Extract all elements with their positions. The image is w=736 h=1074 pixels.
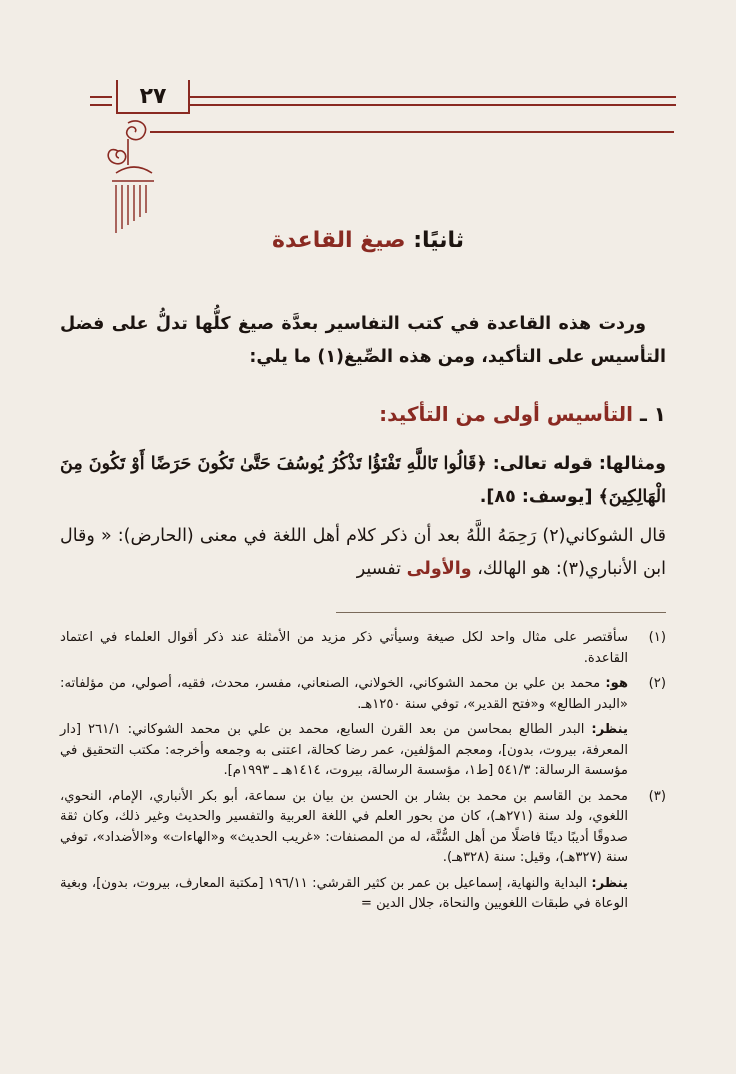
footnote-item xyxy=(60,720,666,782)
footnote-label: هو: xyxy=(605,676,628,691)
quran-verse: ﴿قَالُوا تَاللَّهِ تَفْتَؤُا تَذْكُرُ يُوسُفَ حَتَّىٰ تَكُونَ حَرَضًا أَوْ تَكُونَ مِنَ الْهَالِكِينَ﴾ xyxy=(60,454,666,507)
footnote-label: ينظر: xyxy=(591,875,628,891)
section-title-main: صيغ القاعدة xyxy=(271,228,406,253)
footnote-number: (٣) xyxy=(648,788,666,804)
intro-paragraph: وردت هذه القاعدة في كتب التفاسير بعدَّة صيغ كلُّها تدلُّ على فضل التأسيس على التأكيد، ومن هذه الصِّيغ(١) ما يلي: xyxy=(60,314,666,367)
footnote-text: محمد بن القاسم بن محمد بن بشار بن الحسن بن بيان بن سماعة، أبو بكر الأنباري، الإمام، النحوي، اللغوي، ولد سنة (٢٧١هـ)، كان من بحور العلم في اللغة العربية والتفسير والحديث وغير ذلك، وكان ثقة صدوقًا أديبًا دينًا فاضلًا من أهل السُّنَّة، له من المصنفات: «غريب الحديث» و«الهاءات» و«الأضداد»، توفي سنة (٣٢٧هـ)، وقيل: سنة (٣٢٨هـ). xyxy=(60,788,628,865)
footnote-text: البدر الطالع بمحاسن من بعد القرن السابع، محمد بن علي بن محمد الشوكاني: ٢٦١/١ [دار المعرفة، بيروت، بدون]، ومعجم المؤلفين، عمر رضا كحالة، اعتنى به وجمعه وأخرجه: مكتب التحقيق في مؤسسة الرسالة: ٥٤١/٣ [ط١، مؤسسة الرسالة، بيروت، ١٤١٤هـ ـ ١٩٩٣م]. xyxy=(60,722,628,778)
footnote-text: البداية والنهاية، إسماعيل بن عمر بن كثير القرشي: ١٩٦/١١ [مكتبة المعارف، بيروت، بدون]، وبغية الوعاة في طبقات اللغويين والنحاة، جلال الدين = xyxy=(60,875,628,911)
footnote-number: (٢) xyxy=(648,676,666,691)
footnote-label: ينظر: xyxy=(591,722,628,737)
shawkani-paragraph xyxy=(60,520,666,586)
footnote-item xyxy=(60,787,666,869)
example-paragraph xyxy=(60,448,666,514)
footnote-separator xyxy=(336,612,666,613)
section-title xyxy=(0,228,736,253)
rule-text: التأسيس أولى من التأكيد: xyxy=(379,402,633,426)
footnote-text: محمد بن علي بن محمد الشوكاني، الخولاني، الصنعاني، مفسر، محدث، فقيه، أصولي، من مؤلفاته: «البدر الطالع» و«فتح القدير»، توفي سنة ١٢٥٠هـ. xyxy=(60,676,628,712)
footnote-item xyxy=(60,874,666,915)
page-number: ٢٧ xyxy=(116,80,190,114)
footnote-item xyxy=(60,628,666,669)
highlight-word: والأولى xyxy=(406,559,472,579)
header-rule-left xyxy=(90,96,112,106)
footnote-item xyxy=(60,674,666,715)
corner-ornament-icon xyxy=(98,115,158,240)
section-title-prefix: ثانيًا: xyxy=(413,228,465,253)
rule-number: ١ ـ xyxy=(639,402,666,426)
example-lead: ومثالها: قوله تعالى: xyxy=(492,454,666,474)
footnotes xyxy=(60,628,666,920)
verse-reference: [يوسف: ٨٥]. xyxy=(479,487,593,507)
rule-heading xyxy=(379,402,666,426)
footnote-number: (١) xyxy=(648,630,666,645)
footnote-text: سأقتصر على مثال واحد لكل صيغة وسيأتي ذكر مزيد من الأمثلة عند ذكر أقوال العلماء في اعتماد القاعدة. xyxy=(60,630,628,666)
header-rule-right xyxy=(190,96,676,106)
ornament-rule xyxy=(150,131,674,133)
shawkani-text: قال الشوكاني(٢) رَحِمَهُ اللَّهُ بعد أن ذكر كلام أهل اللغة في معنى (الحارض): « وقال ابن الأنباري(٣): هو الهالك، xyxy=(60,526,666,579)
shawkani-text-end: تفسير xyxy=(356,559,401,579)
